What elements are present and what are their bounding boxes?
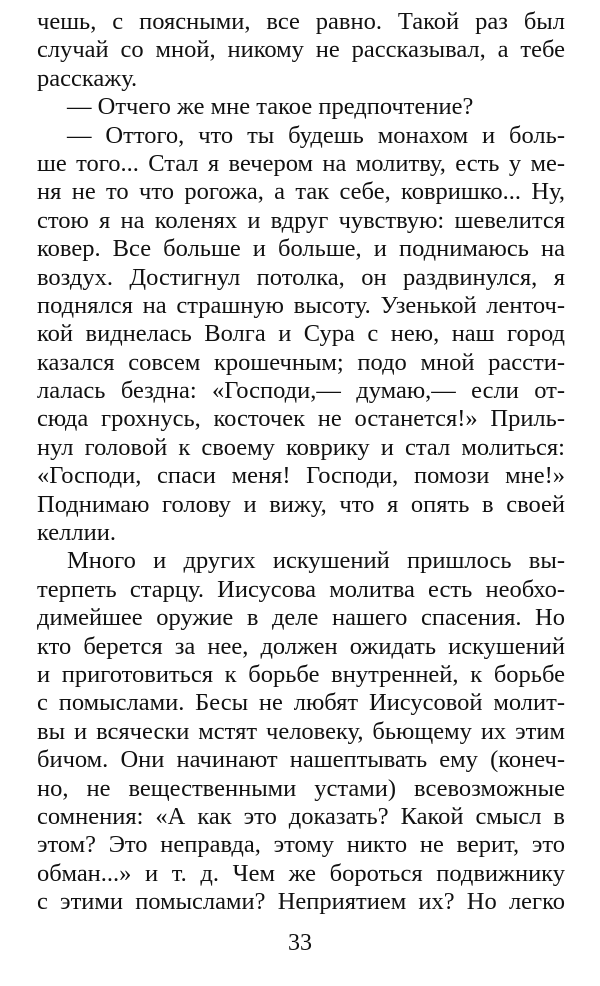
text-line: бичом. Они начинают нашептывать ему (конеч- bbox=[37, 746, 565, 774]
text-line: кто берется за нее, должен ожидать искушений bbox=[37, 632, 565, 660]
text-line: сомнения: «А как это доказать? Какой смысл в bbox=[37, 802, 565, 830]
text-line: сюда грохнусь, косточек не останется!» Приль- bbox=[37, 405, 565, 433]
text-line: стою я на коленях и вдруг чувствую: шевелится bbox=[37, 206, 565, 234]
text-line: случай со мной, никому не рассказывал, а тебе bbox=[37, 36, 565, 64]
text-line: Много и других искушений пришлось вы- bbox=[67, 547, 565, 575]
text-line: воздух. Достигнул потолка, он раздвинулся, я bbox=[37, 263, 565, 291]
text-line: — Оттого, что ты будешь монахом и боль- bbox=[67, 121, 565, 149]
text-line: «Господи, спаси меня! Господи, помози мне!» bbox=[37, 462, 565, 490]
text-line: терпеть старцу. Иисусова молитва есть необхо- bbox=[37, 575, 565, 603]
text-line: лалась бездна: «Господи,— думаю,— если от- bbox=[37, 377, 565, 405]
text-line: с помыслами. Бесы не любят Иисусовой молит- bbox=[37, 689, 565, 717]
text-line: келлии. bbox=[37, 519, 116, 547]
page-text bbox=[37, 8, 565, 917]
text-line: поднялся на страшную высоту. Узенькой ленточ- bbox=[37, 291, 565, 319]
page-number: 33 bbox=[288, 930, 312, 956]
text-line: чешь, с поясными, все равно. Такой раз был bbox=[37, 8, 565, 35]
text-line: и приготовиться к борьбе внутренней, к борьбе bbox=[37, 660, 565, 688]
text-line: — Отчего же мне такое предпочтение? bbox=[67, 93, 474, 121]
text-line: с этими помыслами? Неприятием их? Но легко bbox=[37, 888, 565, 916]
text-line: казался совсем крошечным; подо мной расcти- bbox=[37, 348, 565, 376]
text-line: нул головой к своему коврику и стал молиться: bbox=[37, 433, 565, 461]
text-line: ше того... Стал я вечером на молитву, есть у ме- bbox=[37, 149, 565, 177]
text-line: но, не вещественными устами) всевозможные bbox=[37, 774, 565, 802]
text-line: ня не то что рогожа, а так себе, ковришко... Ну, bbox=[37, 178, 565, 206]
text-line: ковер. Все больше и больше, и поднимаюсь на bbox=[37, 235, 565, 263]
text-line: кой виднелась Волга и Сура с нею, наш город bbox=[37, 320, 565, 348]
text-line: Поднимаю голову и вижу, что я опять в своей bbox=[37, 490, 565, 518]
text-line: димейшее оружие в деле нашего спасения. Но bbox=[37, 604, 565, 632]
text-line: вы и всячески мстят человеку, бьющему их этим bbox=[37, 717, 565, 745]
text-line: обман...» и т. д. Чем же бороться подвижнику bbox=[37, 859, 565, 887]
text-line: расскажу. bbox=[37, 64, 138, 92]
text-line: этом? Это неправда, этому никто не верит, это bbox=[37, 831, 565, 859]
